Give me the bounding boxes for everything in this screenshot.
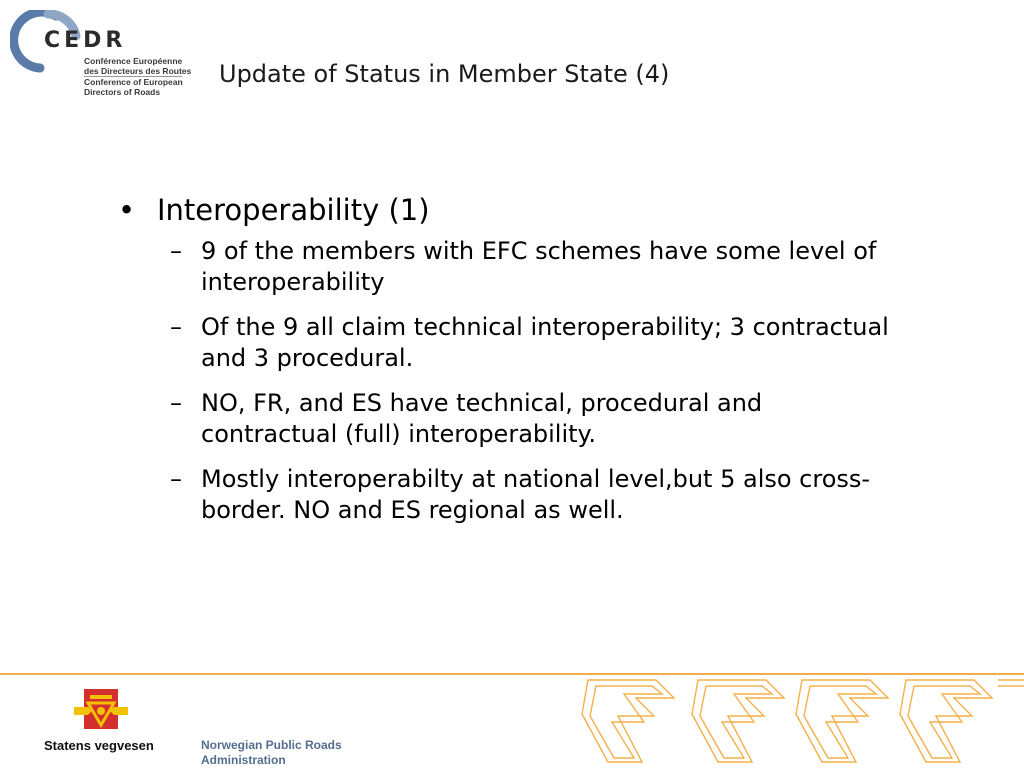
bullet-marker: • bbox=[118, 193, 136, 227]
sub-bullet bbox=[170, 236, 901, 298]
cedr-logo bbox=[10, 10, 200, 100]
sub-bullet-text: Of the 9 all claim technical interoperability; 3 contractual and 3 procedural. bbox=[201, 313, 889, 372]
cedr-acronym: CEDR bbox=[44, 28, 127, 53]
sub-bullet bbox=[170, 464, 901, 526]
statens-vegvesen-label: Statens vegvesen bbox=[44, 738, 154, 753]
sub-bullet-text: 9 of the members with EFC schemes have some level of interoperability bbox=[201, 237, 877, 296]
slide-content bbox=[118, 192, 918, 540]
dash-marker: – bbox=[170, 237, 182, 265]
dash-marker: – bbox=[170, 313, 182, 341]
org-name-line-1: Norwegian Public Roads bbox=[201, 738, 342, 752]
sub-bullet-text: Mostly interoperabilty at national level,but 5 also cross-border. NO and ES regional as well. bbox=[201, 465, 871, 524]
cedr-line-1: Conférence Européenne bbox=[84, 56, 183, 66]
dash-marker: – bbox=[170, 389, 182, 417]
sub-bullet bbox=[170, 312, 901, 374]
org-name-line-2: Administration bbox=[201, 753, 286, 767]
main-bullet bbox=[118, 192, 918, 228]
decorative-road-pattern bbox=[578, 674, 1024, 768]
statens-vegvesen-logo-icon bbox=[74, 689, 128, 735]
main-bullet-text: Interoperability (1) bbox=[157, 193, 430, 227]
org-name bbox=[201, 738, 342, 768]
sub-bullet bbox=[170, 388, 901, 450]
cedr-line-4: Directors of Roads bbox=[84, 87, 161, 97]
dash-marker: – bbox=[170, 465, 182, 493]
sub-bullet-text: NO, FR, and ES have technical, procedural and contractual (full) interoperability. bbox=[201, 389, 763, 448]
cedr-line-3: Conference of European bbox=[84, 77, 183, 87]
slide-title: Update of Status in Member State (4) bbox=[219, 60, 670, 88]
sub-bullet-list bbox=[170, 236, 918, 526]
cedr-line-2: des Directeurs des Routes bbox=[84, 66, 192, 76]
